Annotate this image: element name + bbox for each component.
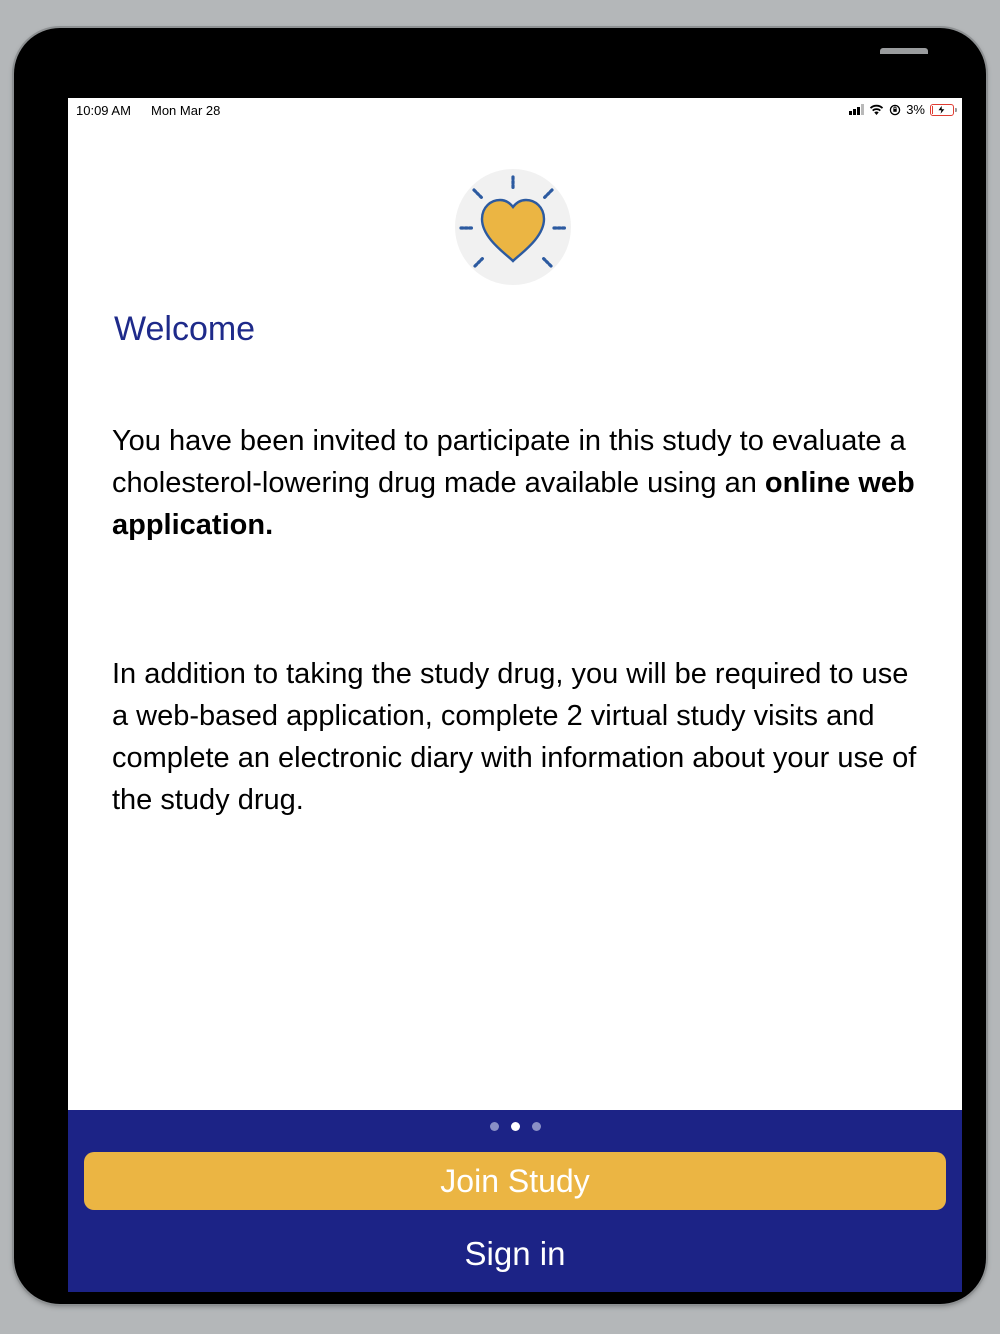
app-screen bbox=[68, 98, 962, 1292]
intro-paragraph-invitation bbox=[112, 420, 922, 546]
page-dot[interactable] bbox=[490, 1122, 499, 1131]
intro-text: You have been invited to participate in this study to evaluate a cholesterol-lowering drug made available using an bbox=[112, 425, 906, 499]
status-bar bbox=[68, 98, 962, 122]
sign-in-button[interactable]: Sign in bbox=[84, 1228, 946, 1280]
status-time: 10:09 AM bbox=[76, 103, 131, 118]
status-date: Mon Mar 28 bbox=[151, 103, 221, 118]
battery-percent: 3% bbox=[906, 102, 925, 117]
action-panel bbox=[68, 1110, 962, 1292]
status-indicators bbox=[849, 102, 954, 117]
sun-heart-logo-icon bbox=[454, 169, 572, 285]
battery-level-fill bbox=[932, 106, 933, 114]
battery-charging-icon bbox=[930, 104, 954, 116]
join-study-button[interactable]: Join Study bbox=[84, 1152, 946, 1210]
welcome-title: Welcome bbox=[114, 310, 256, 348]
wifi-icon bbox=[869, 104, 884, 116]
intro-bold-text: online web application. bbox=[112, 467, 915, 541]
intro-paragraph-requirements: In addition to taking the study drug, you will be required to use a web-based application, complete 2 virtual study visits and complete an electronic diary with information about your use of the study drug. bbox=[112, 658, 917, 816]
page-dot[interactable] bbox=[511, 1122, 520, 1131]
page-indicator[interactable] bbox=[68, 1122, 962, 1131]
tablet-frame bbox=[14, 28, 986, 1304]
signal-icon bbox=[849, 104, 864, 115]
page-dot[interactable] bbox=[532, 1122, 541, 1131]
orientation-lock-icon bbox=[889, 104, 901, 116]
hardware-top-button bbox=[880, 48, 928, 54]
